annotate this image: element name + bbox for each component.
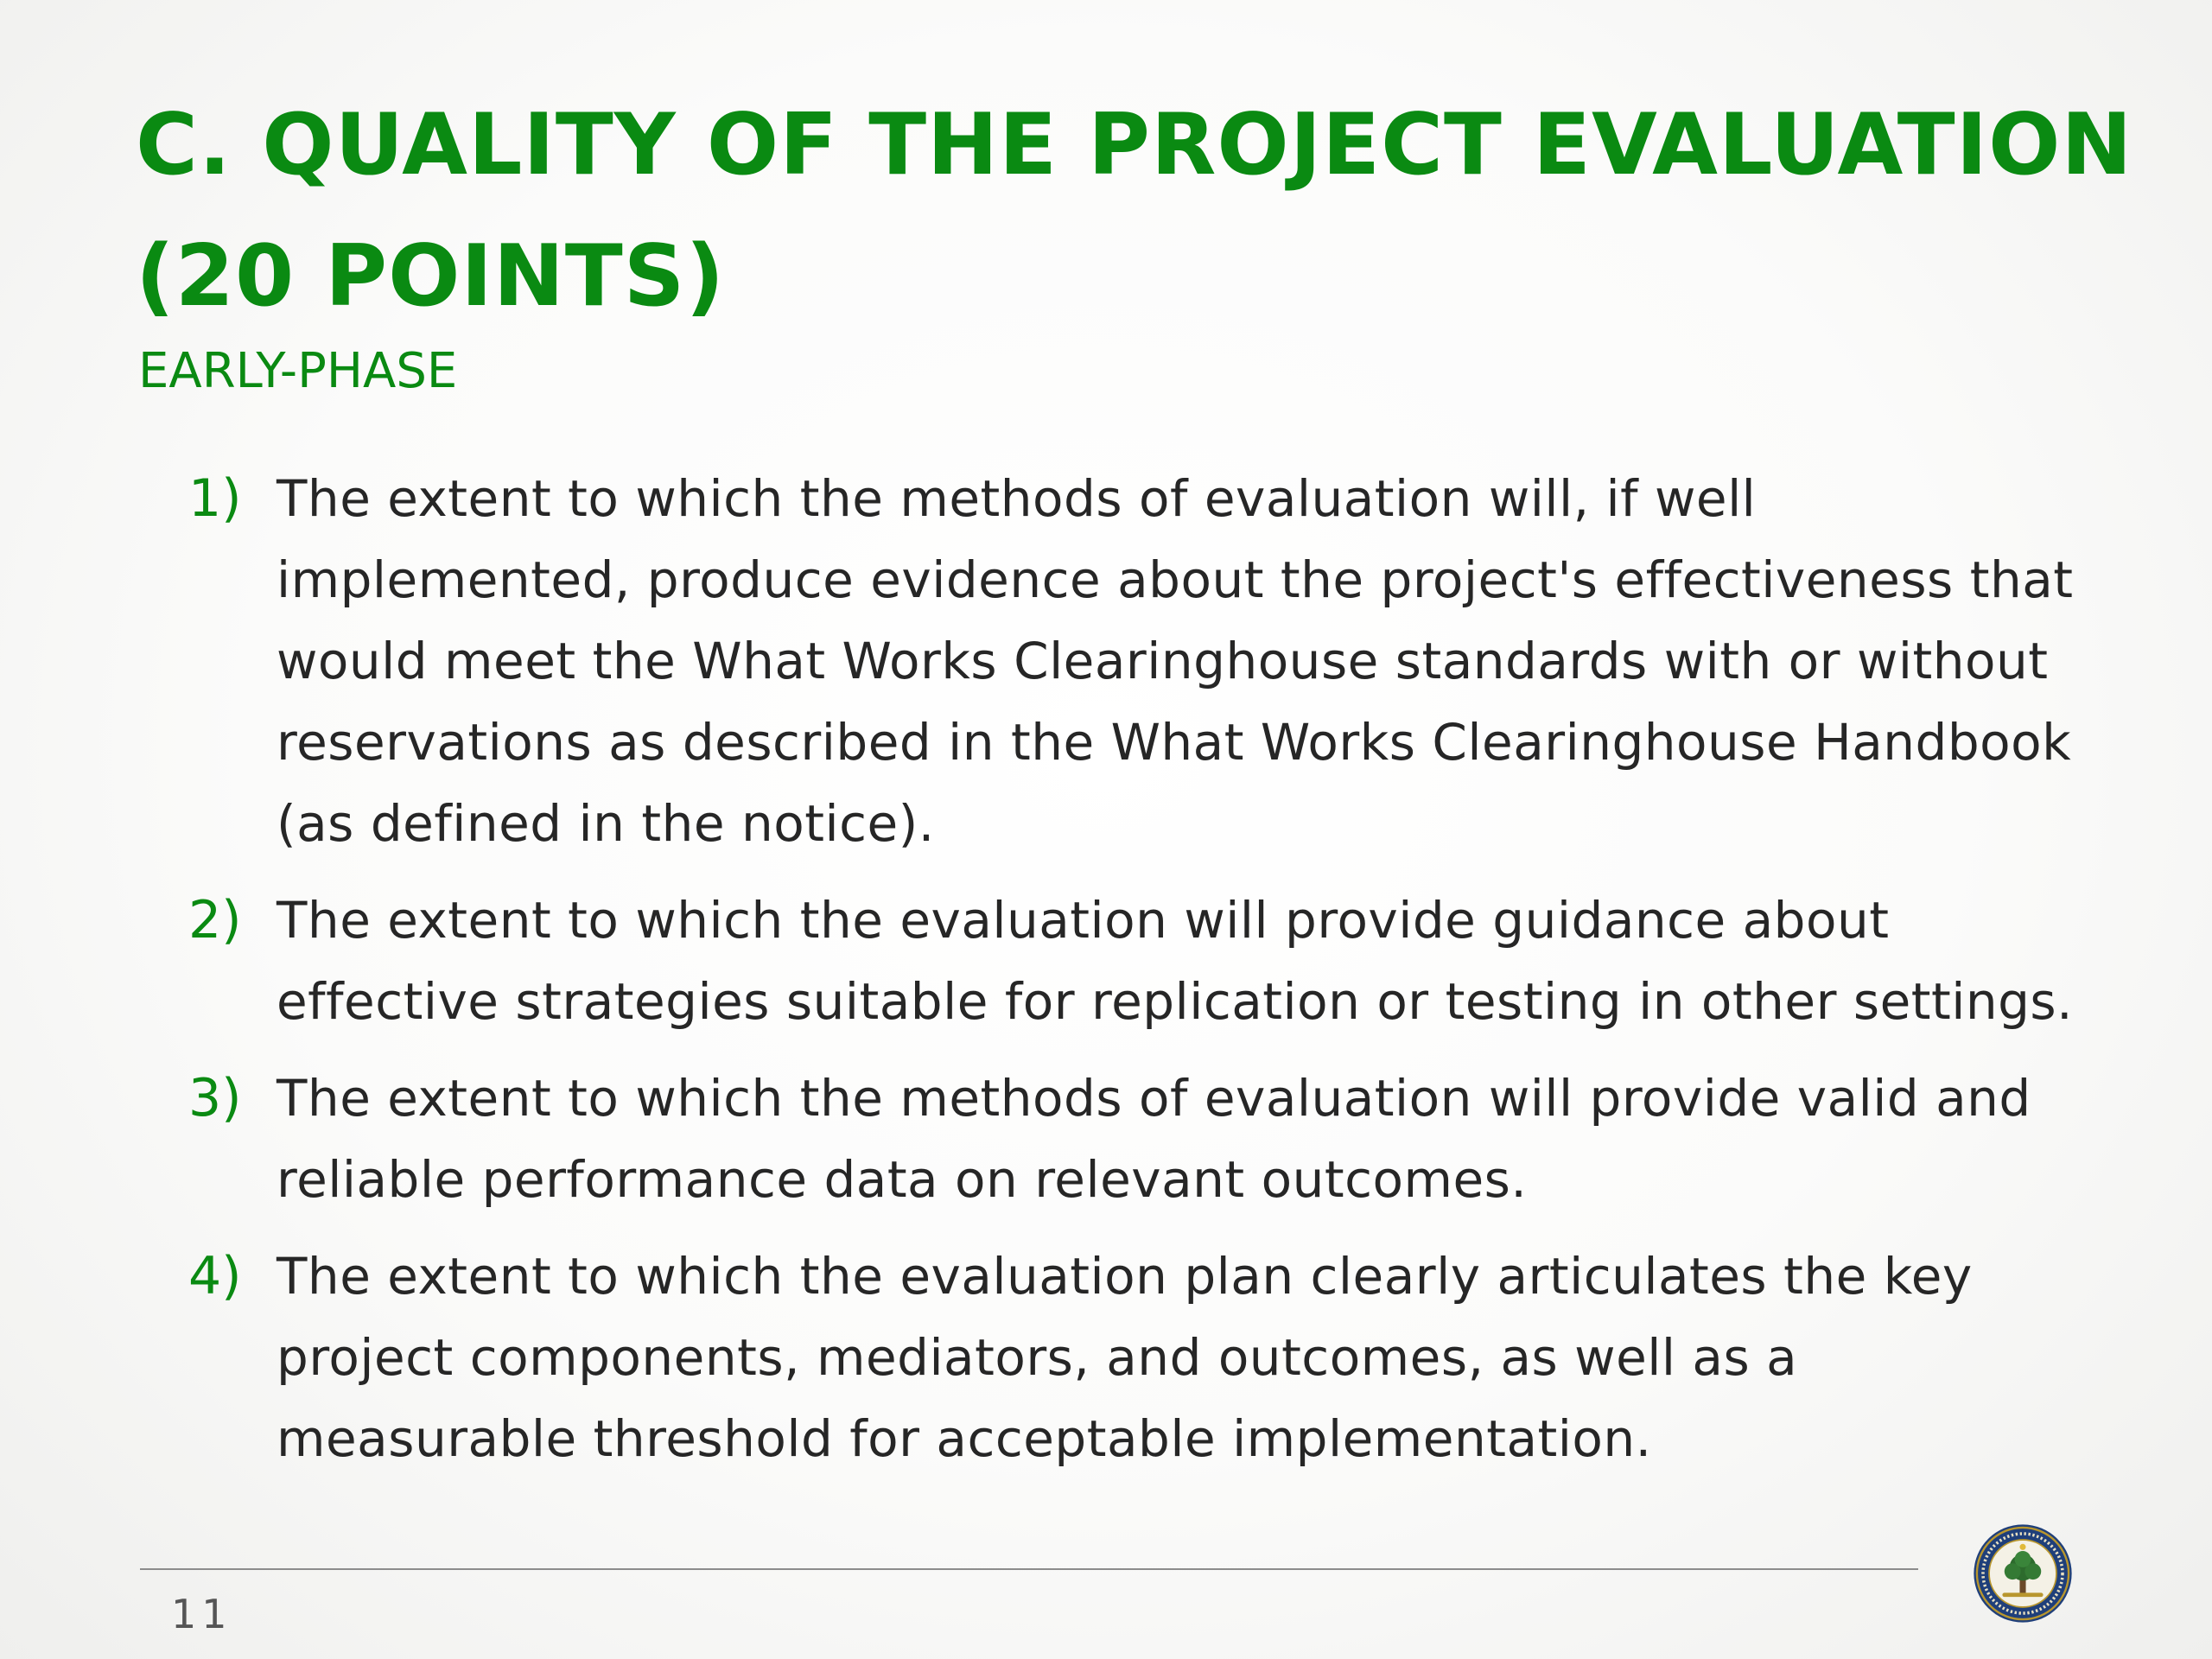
criterion-number: 1)	[188, 468, 242, 529]
criterion-item	[188, 458, 2089, 864]
criterion-item	[188, 1058, 2089, 1220]
criterion-number: 3)	[188, 1068, 242, 1128]
slide-title-line-1: C. QUALITY OF THE PROJECT EVALUATION	[136, 96, 2133, 194]
criterion-text: The extent to which the evaluation plan clearly articulates the key project components, mediators, and outcomes, as well as a measurable threshold for acceptable implementation.	[276, 1247, 1973, 1468]
criterion-number: 2)	[188, 890, 242, 950]
criterion-text: The extent to which the evaluation will provide guidance about effective strategies suitable for replication or testing in other settings.	[276, 891, 2074, 1031]
criterion-item	[188, 1236, 2089, 1479]
slide-title-line-2: (20 POINTS)	[136, 227, 726, 326]
criterion-number: 4)	[188, 1246, 242, 1306]
criteria-list	[188, 458, 2089, 1495]
slide-subtitle: EARLY-PHASE	[138, 343, 458, 399]
criterion-text: The extent to which the methods of evaluation will, if well implemented, produce evidence about the project's effectiveness that would meet the What Works Clearinghouse standards with or without reservations as described in the What Works Clearinghouse Handbook (as defined in the notice).	[276, 469, 2074, 853]
criterion-item	[188, 880, 2089, 1042]
page-number: 11	[171, 1591, 232, 1637]
criterion-text: The extent to which the methods of evaluation will provide valid and reliable performance data on relevant outcomes.	[276, 1069, 2031, 1209]
slide-title	[136, 79, 2192, 342]
department-of-education-seal-icon	[1972, 1522, 2074, 1624]
footer-divider	[140, 1568, 1918, 1570]
